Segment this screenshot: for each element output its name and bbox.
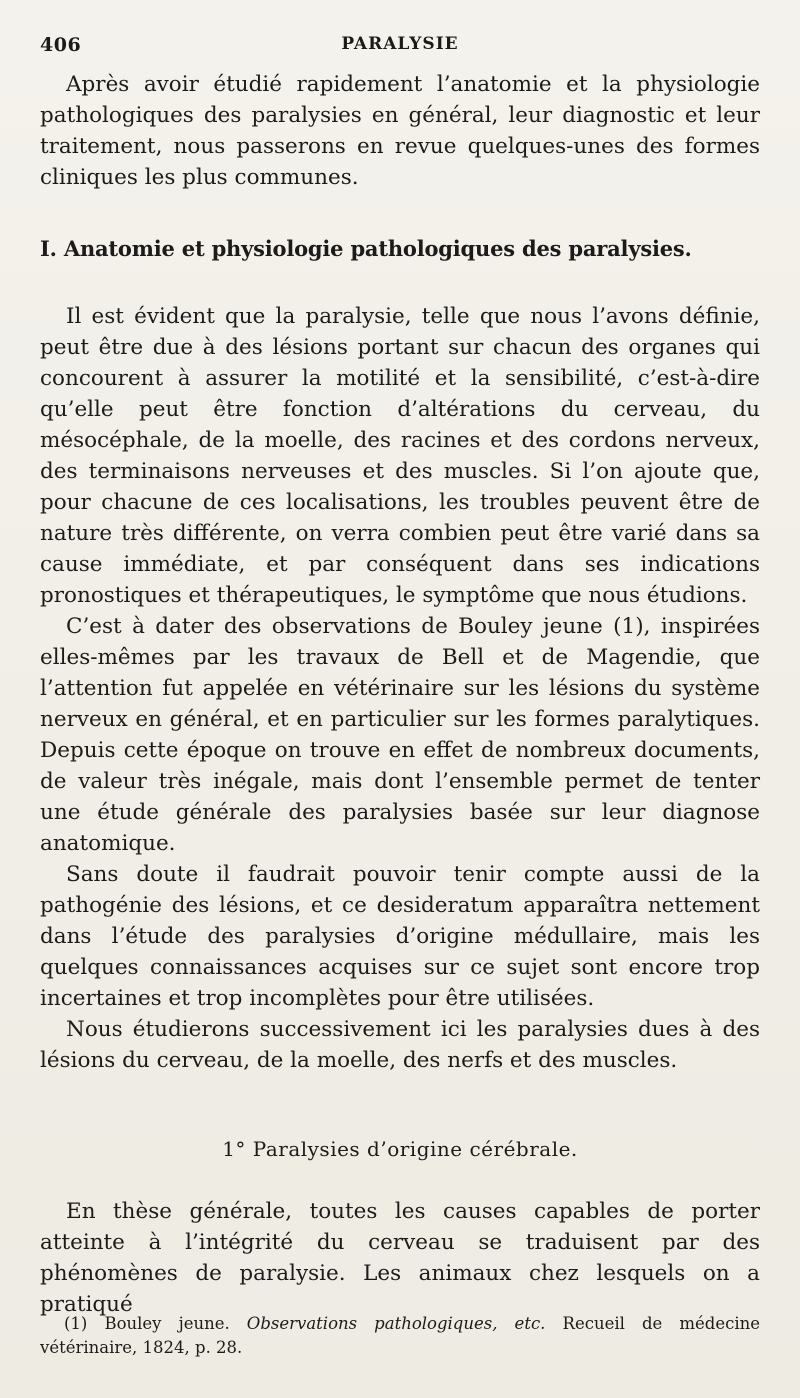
section-1-body (40, 301, 760, 1076)
section-heading-anatomie: I. Anatomie et physiologie pathologiques des paralysies. (40, 236, 692, 261)
page-header (40, 34, 760, 58)
section-2-body (40, 1196, 760, 1320)
footnote-marker: (1) (64, 1314, 88, 1333)
paragraph: Sans doute il faudrait pouvoir tenir compte aussi de la pathogénie des lésions, et ce desideratum apparaîtra nettement dans l’étude des paralysies d’origine médullaire, mais les quelques connaissances acquises sur ce sujet sont encore trop incertaines et trop incomplètes pour être utilisées. (40, 862, 760, 1011)
subsection-heading-cerebrale: 1° Paralysies d’origine cérébrale. (222, 1137, 578, 1161)
running-head: PARALYSIE (341, 34, 459, 54)
paragraph: C’est à dater des observations de Bouley jeune (1), inspirées elles-mêmes par les travaux de Bell et de Magendie, que l’attention fut appelée en vétérinaire sur les lésions du système nerveux en général, et en particulier sur les formes paralytiques. Depuis cette époque on trouve en effet de nombreux documents, de valeur très inégale, mais dont l’ensemble permet de tenter une étude générale des paralysies basée sur leur diagnose anatomique. (40, 614, 760, 856)
intro-block (40, 69, 760, 193)
intro-paragraph: Après avoir étudié rapidement l’anatomie et la physiologie pathologiques des paralysies en général, leur diagnostic et leur traitement, nous passerons en revue quelques-unes des formes cliniques les plus communes. (40, 72, 760, 190)
page-number: 406 (40, 34, 82, 56)
footnote (40, 1312, 760, 1360)
footnote-title: Observations pathologiques, etc. (246, 1314, 546, 1333)
paragraph: En thèse générale, toutes les causes capables de porter atteinte à l’intégrité du cerveau se traduisent par des phénomènes de paralysie. Les animaux chez lesquels on a pratiqué (40, 1199, 760, 1317)
paragraph: Nous étudierons successivement ici les paralysies dues à des lésions du cerveau, de la moelle, des nerfs et des muscles. (40, 1017, 760, 1073)
footnote-text (40, 1312, 760, 1360)
footnote-source: Recueil de médecine vétérinaire, 1824, p. 28. (40, 1314, 761, 1357)
paragraph: Il est évident que la paralysie, telle que nous l’avons définie, peut être due à des lésions portant sur chacun des organes qui concourent à assurer la motilité et la sensibilité, c’est-à-dire qu’elle peut être fonction d’altérations du cerveau, du mésocéphale, de la moelle, des racines et des cordons nerveux, des terminaisons nerveuses et des muscles. Si l’on ajoute que, pour chacune de ces localisations, les troubles peuvent être de nature très différente, on verra combien peut être varié dans sa cause immédiate, et par conséquent dans ses indications pronostiques et thérapeutiques, le symptôme que nous étudions. (40, 304, 760, 608)
footnote-author: Bouley jeune. (104, 1314, 230, 1333)
